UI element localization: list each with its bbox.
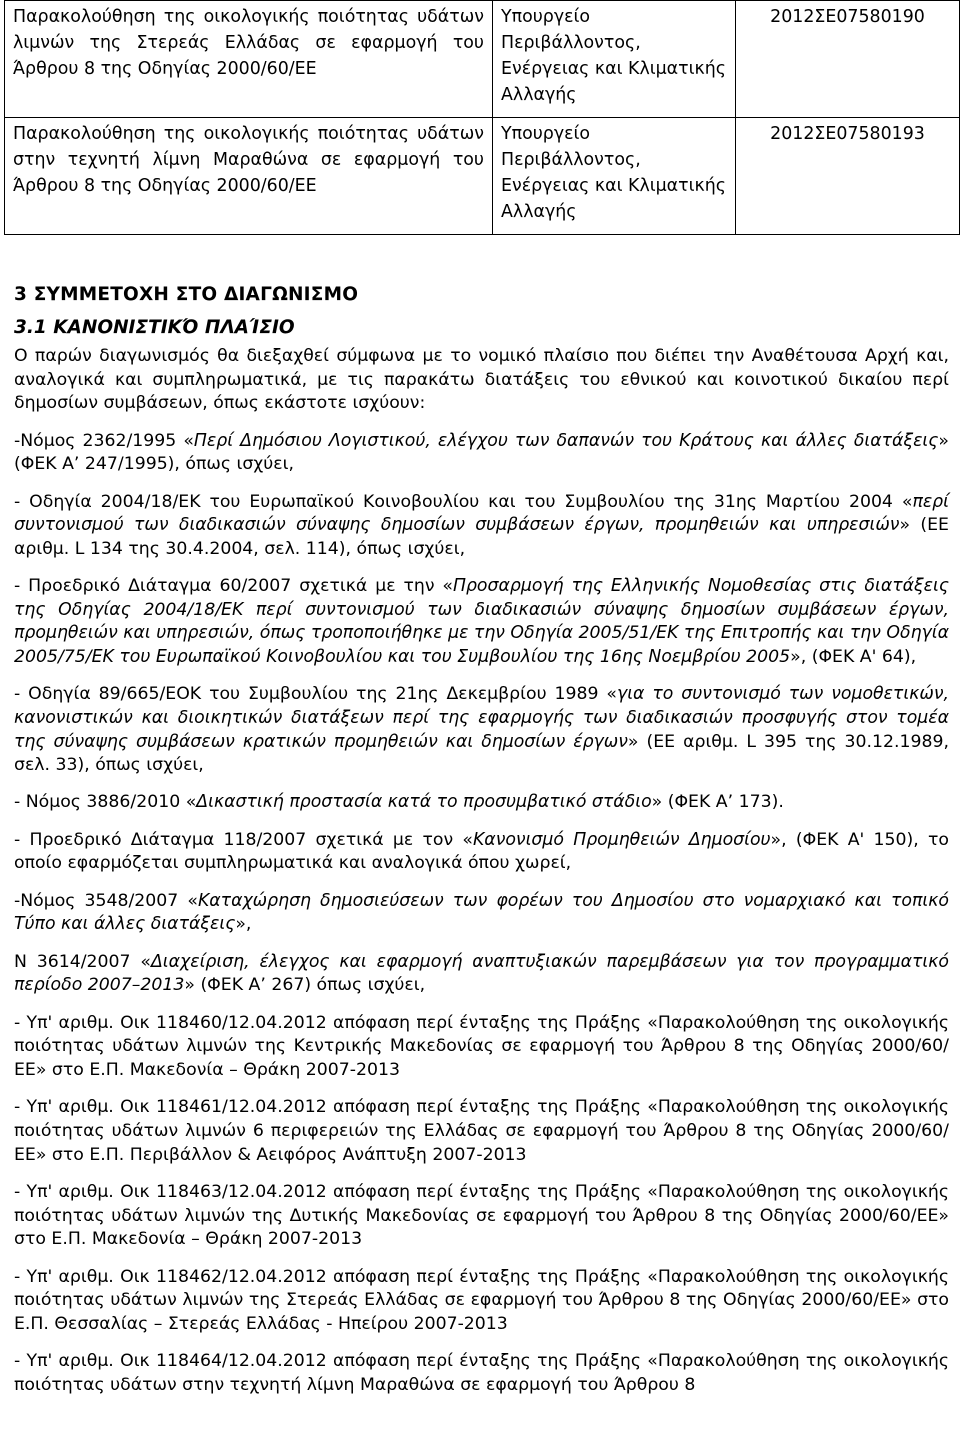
subsection-heading: 3.1 ΚΑΝΟΝΙΣΤΙΚΌ ΠΛΑΊΣΙΟ xyxy=(14,317,295,338)
decision-item: - Υπ' αριθμ. Οικ 118461/12.04.2012 απόφαση περί ένταξης της Πράξης «Παρακολούθηση της οικολογικής ποιότητας υδάτων λιμνών 6 περιφερειών της Ελλάδας σε εφαρμογή του Άρθρου 8 της Οδηγίας 2000/60/ΕΕ» στο Ε.Π. Περιβάλλον & Αειφόρος Ανάπτυξη 2007-2013 xyxy=(14,1097,949,1165)
law-item: - Προεδρικό Διάταγμα 60/2007 σχετικά με την «Προσαρμογή της Ελληνικής Νομοθεσίας στις διατάξεις της Οδηγίας 2004/18/ΕΚ περί συντονισμού των διαδικασιών σύναψης δημοσίων συμβάσεων έργων, προμηθειών και υπηρεσιών, όπως τροποποιήθηκε με την Οδηγία 2005/51/ΕΚ της Επιτροπής και την Οδηγία 2005/75/ΕΚ του Ευρωπαϊκού Κοινοβουλίου και του Συμβουλίου της 16ης Νοεμβρίου 2005», (ΦΕΚ Α' 64), xyxy=(14,576,949,667)
law-item: -Νόμος 2362/1995 «Περί Δημόσιου Λογιστικού, ελέγχου των δαπανών του Κράτους και άλλες διατάξεις» (ΦΕΚ Α’ 247/1995), όπως ισχύει, xyxy=(14,430,949,475)
law-item: - Νόμος 3886/2010 «Δικαστική προστασία κατά το προσυμβατικό στάδιο» (ΦΕΚ Α’ 173). xyxy=(14,792,784,813)
table-row xyxy=(5,1,960,118)
decision-item: - Υπ' αριθμ. Οικ 118462/12.04.2012 απόφαση περί ένταξης της Πράξης «Παρακολούθηση της οικολογικής ποιότητας υδάτων λιμνών της Στερεάς Ελλάδας σε εφαρμογή του Άρθρου 8 της Οδηγίας 2000/60/ΕΕ» στο Ε.Π. Θεσσαλίας – Στερεάς Ελλάδας - Ηπείρου 2007-2013 xyxy=(14,1266,949,1334)
law-item: - Προεδρικό Διάταγμα 118/2007 σχετικά με τον «Κανονισμό Προμηθειών Δημοσίου», (ΦΕΚ Α' 150), το οποίο εφαρμόζεται συμπληρωματικά και αναλογικά όπου χωρεί, xyxy=(14,829,950,874)
agency-cell: Υπουργείο Περιβάλλοντος, Ενέργειας και Κλιματικής Αλλαγής xyxy=(493,1,736,118)
decision-item: - Υπ' αριθμ. Οικ 118460/12.04.2012 απόφαση περί ένταξης της Πράξης «Παρακολούθηση της οικολογικής ποιότητας υδάτων λιμνών της Κεντρικής Μακεδονίας σε εφαρμογή του Άρθρου 8 της Οδηγίας 2000/60/ΕΕ» στο Ε.Π. Μακεδονία – Θράκη 2007-2013 xyxy=(14,1012,949,1081)
project-code-cell: 2012ΣΕ07580193 xyxy=(736,118,960,235)
project-code-cell: 2012ΣΕ07580190 xyxy=(736,1,960,118)
legal-framework-text xyxy=(14,345,949,1411)
intro-paragraph: Ο παρών διαγωνισμός θα διεξαχθεί σύμφωνα με το νομικό πλαίσιο που διέπει την Αναθέτουσα Αρχή και, αναλογικά και συμπληρωματικά, με τις παρακάτω διατάξεις του εθνικού και κοινοτικού δικαίου περί δημοσίων συμβάσεων, όπως εκάστοτε ισχύουν: xyxy=(14,346,949,414)
section-heading: 3 ΣΥΜΜΕΤΟΧΗ ΣΤΟ ΔΙΑΓΩΝΙΣΜΟ xyxy=(14,284,359,305)
project-title-cell: Παρακολούθηση της οικολογικής ποιότητας υδάτων λιμνών της Στερεάς Ελλάδας σε εφαρμογή του Άρθρου 8 της Οδηγίας 2000/60/ΕΕ xyxy=(5,1,493,118)
law-item: Ν 3614/2007 «Διαχείριση, έλεγχος και εφαρμογή αναπτυξιακών παρεμβάσεων για τον προγραμματικό περίοδο 2007–2013» (ΦΕΚ Α’ 267) όπως ισχύει, xyxy=(14,951,949,996)
law-item: - Οδηγία 2004/18/ΕΚ του Ευρωπαϊκού Κοινοβουλίου και του Συμβουλίου της 31ης Μαρτίου 2004 «περί συντονισμού των διαδικασιών σύναψης δημοσίων συμβάσεων έργων, προμηθειών και υπηρεσιών» (ΕΕ αριθμ. L 134 της 30.4.2004, σελ. 114), όπως ισχύει, xyxy=(14,491,949,559)
projects-table xyxy=(4,0,960,235)
project-title-cell: Παρακολούθηση της οικολογικής ποιότητας υδάτων στην τεχνητή λίμνη Μαραθώνα σε εφαρμογή του Άρθρου 8 της Οδηγίας 2000/60/ΕΕ xyxy=(5,118,493,235)
decision-item: - Υπ' αριθμ. Οικ 118463/12.04.2012 απόφαση περί ένταξης της Πράξης «Παρακολούθηση της οικολογικής ποιότητας υδάτων λιμνών της Δυτικής Μακεδονίας σε εφαρμογή του Άρθρου 8 της Οδηγίας 2000/60/ΕΕ» στο Ε.Π. Μακεδονία – Θράκη 2007-2013 xyxy=(14,1181,949,1250)
law-item: -Νόμος 3548/2007 «Καταχώρηση δημοσιεύσεων των φορέων του Δημοσίου στο νομαρχιακό και τοπικό Τύπο και άλλες διατάξεις», xyxy=(14,890,949,935)
agency-cell: Υπουργείο Περιβάλλοντος, Ενέργειας και Κλιματικής Αλλαγής xyxy=(493,118,736,235)
table-row xyxy=(5,118,960,235)
law-item: - Οδηγία 89/665/ΕΟΚ του Συμβουλίου της 21ης Δεκεμβρίου 1989 «για το συντονισμό των νομοθετικών, κανονιστικών και διοικητικών διατάξεων περί της εφαρμογής των διαδικασιών προσφυγής στον τομέα της σύναψης συμβάσεων κρατικών προμηθειών και δημοσίων έργων» (ΕΕ αριθμ. L 395 της 30.12.1989, σελ. 33), όπως ισχύει, xyxy=(14,684,949,776)
decision-item: - Υπ' αριθμ. Οικ 118464/12.04.2012 απόφαση περί ένταξης της Πράξης «Παρακολούθηση της οικολογικής ποιότητας υδάτων στην τεχνητή λίμνη Μαραθώνα σε εφαρμογή του Άρθρου 8 xyxy=(14,1351,949,1395)
